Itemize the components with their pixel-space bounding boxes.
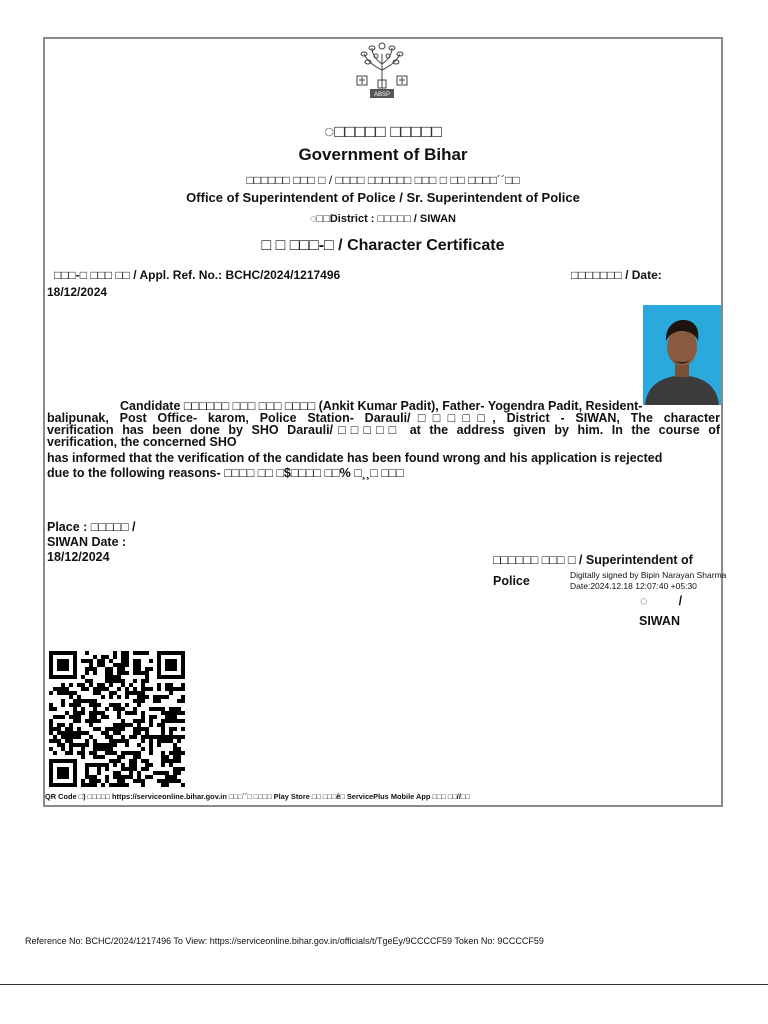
signatory-title: □□□□□□ □□□ □ / Superintendent of: [493, 553, 693, 567]
verification-statement: [47, 400, 720, 448]
siwan-date-label: SIWAN Date :: [47, 535, 127, 549]
qr-code-icon: [49, 650, 185, 788]
reference-footer: Reference No: BCHC/2024/1217496 To View: https://serviceonline.bihar.gov.in/officials/t/TgeEy/9CCCCF59 Token No: 9CCCCF59: [25, 936, 544, 946]
signatory-title-line2: Police: [493, 574, 530, 588]
signature-symbol: ◌ /: [640, 594, 683, 608]
office-title: Office of Superintendent of Police / Sr. Superintendent of Police: [186, 190, 580, 205]
place-date-value: 18/12/2024: [47, 550, 110, 564]
government-title: Government of Bihar: [298, 145, 468, 164]
person-photo-icon: [643, 305, 721, 405]
certificate-title: [43, 237, 723, 255]
page-divider: [0, 984, 768, 985]
district-line: ◌□□District : □□□□□ / SIWAN: [310, 213, 456, 225]
statement-line-2: balipunak, Post Office- karom, Police Station- Darauli/□□□□□, District - SIWAN, The character: [47, 411, 720, 425]
signature-place: SIWAN: [639, 614, 680, 628]
application-reference: □□□-□ □□□ □□ / Appl. Ref. No.: BCHC/2024/1217496: [54, 268, 341, 282]
place-label: Place : □□□□□ /: [47, 520, 136, 534]
hindi-office-title: □□□□□□ □□□ □ / □□□□ □□□□□□ □□□ □ □□ □□□□´´□□: [246, 173, 520, 187]
qr-caption: QR Code □) □□□□□ https://serviceonline.bihar.gov.in □□□´´□ □□□□ Play Store □□ □□□ê□ ServicePlus Mobile App □□□ □□//□□: [45, 792, 470, 801]
hindi-government-title: ◌□□□□□ □□□□□: [324, 122, 442, 141]
candidate-photo: [643, 305, 721, 405]
statement-line-3: verification has been done by SHO Darauli/□□□□□ at the address given by him. In the course of: [47, 423, 720, 437]
place-date-block: [47, 520, 135, 565]
statement-line-1: Candidate □□□□□□ □□□ □□□ □□□□ (Ankit Kumar Padit), Father- Yogendra Padit, Resident-: [120, 399, 643, 413]
digital-signature: [570, 570, 726, 592]
digital-signature-name: Digitally signed by Bipin Narayan Sharma: [570, 570, 727, 580]
rejection-reasons: due to the following reasons- □□□□ □□ □$□□□□ □□% □¸¸□ □□□: [47, 466, 404, 480]
statement-line-4: verification, the concerned SHO: [47, 435, 237, 449]
rejection-line-1: has informed that the verification of the candidate has been found wrong and his application is rejected: [47, 451, 663, 465]
svg-text:ABSP: ABSP: [373, 92, 391, 98]
issue-date: 18/12/2024: [47, 285, 108, 299]
bihar-emblem-icon: [352, 40, 412, 102]
certificate-title-english: / Character Certificate: [338, 237, 505, 254]
digital-signature-date: Date:2024.12.18 12:07:40 +05:30: [570, 581, 697, 591]
certificate-title-hindi: □ □ □□□-□: [261, 237, 334, 254]
date-label: □□□□□□□ / Date:: [571, 268, 662, 282]
